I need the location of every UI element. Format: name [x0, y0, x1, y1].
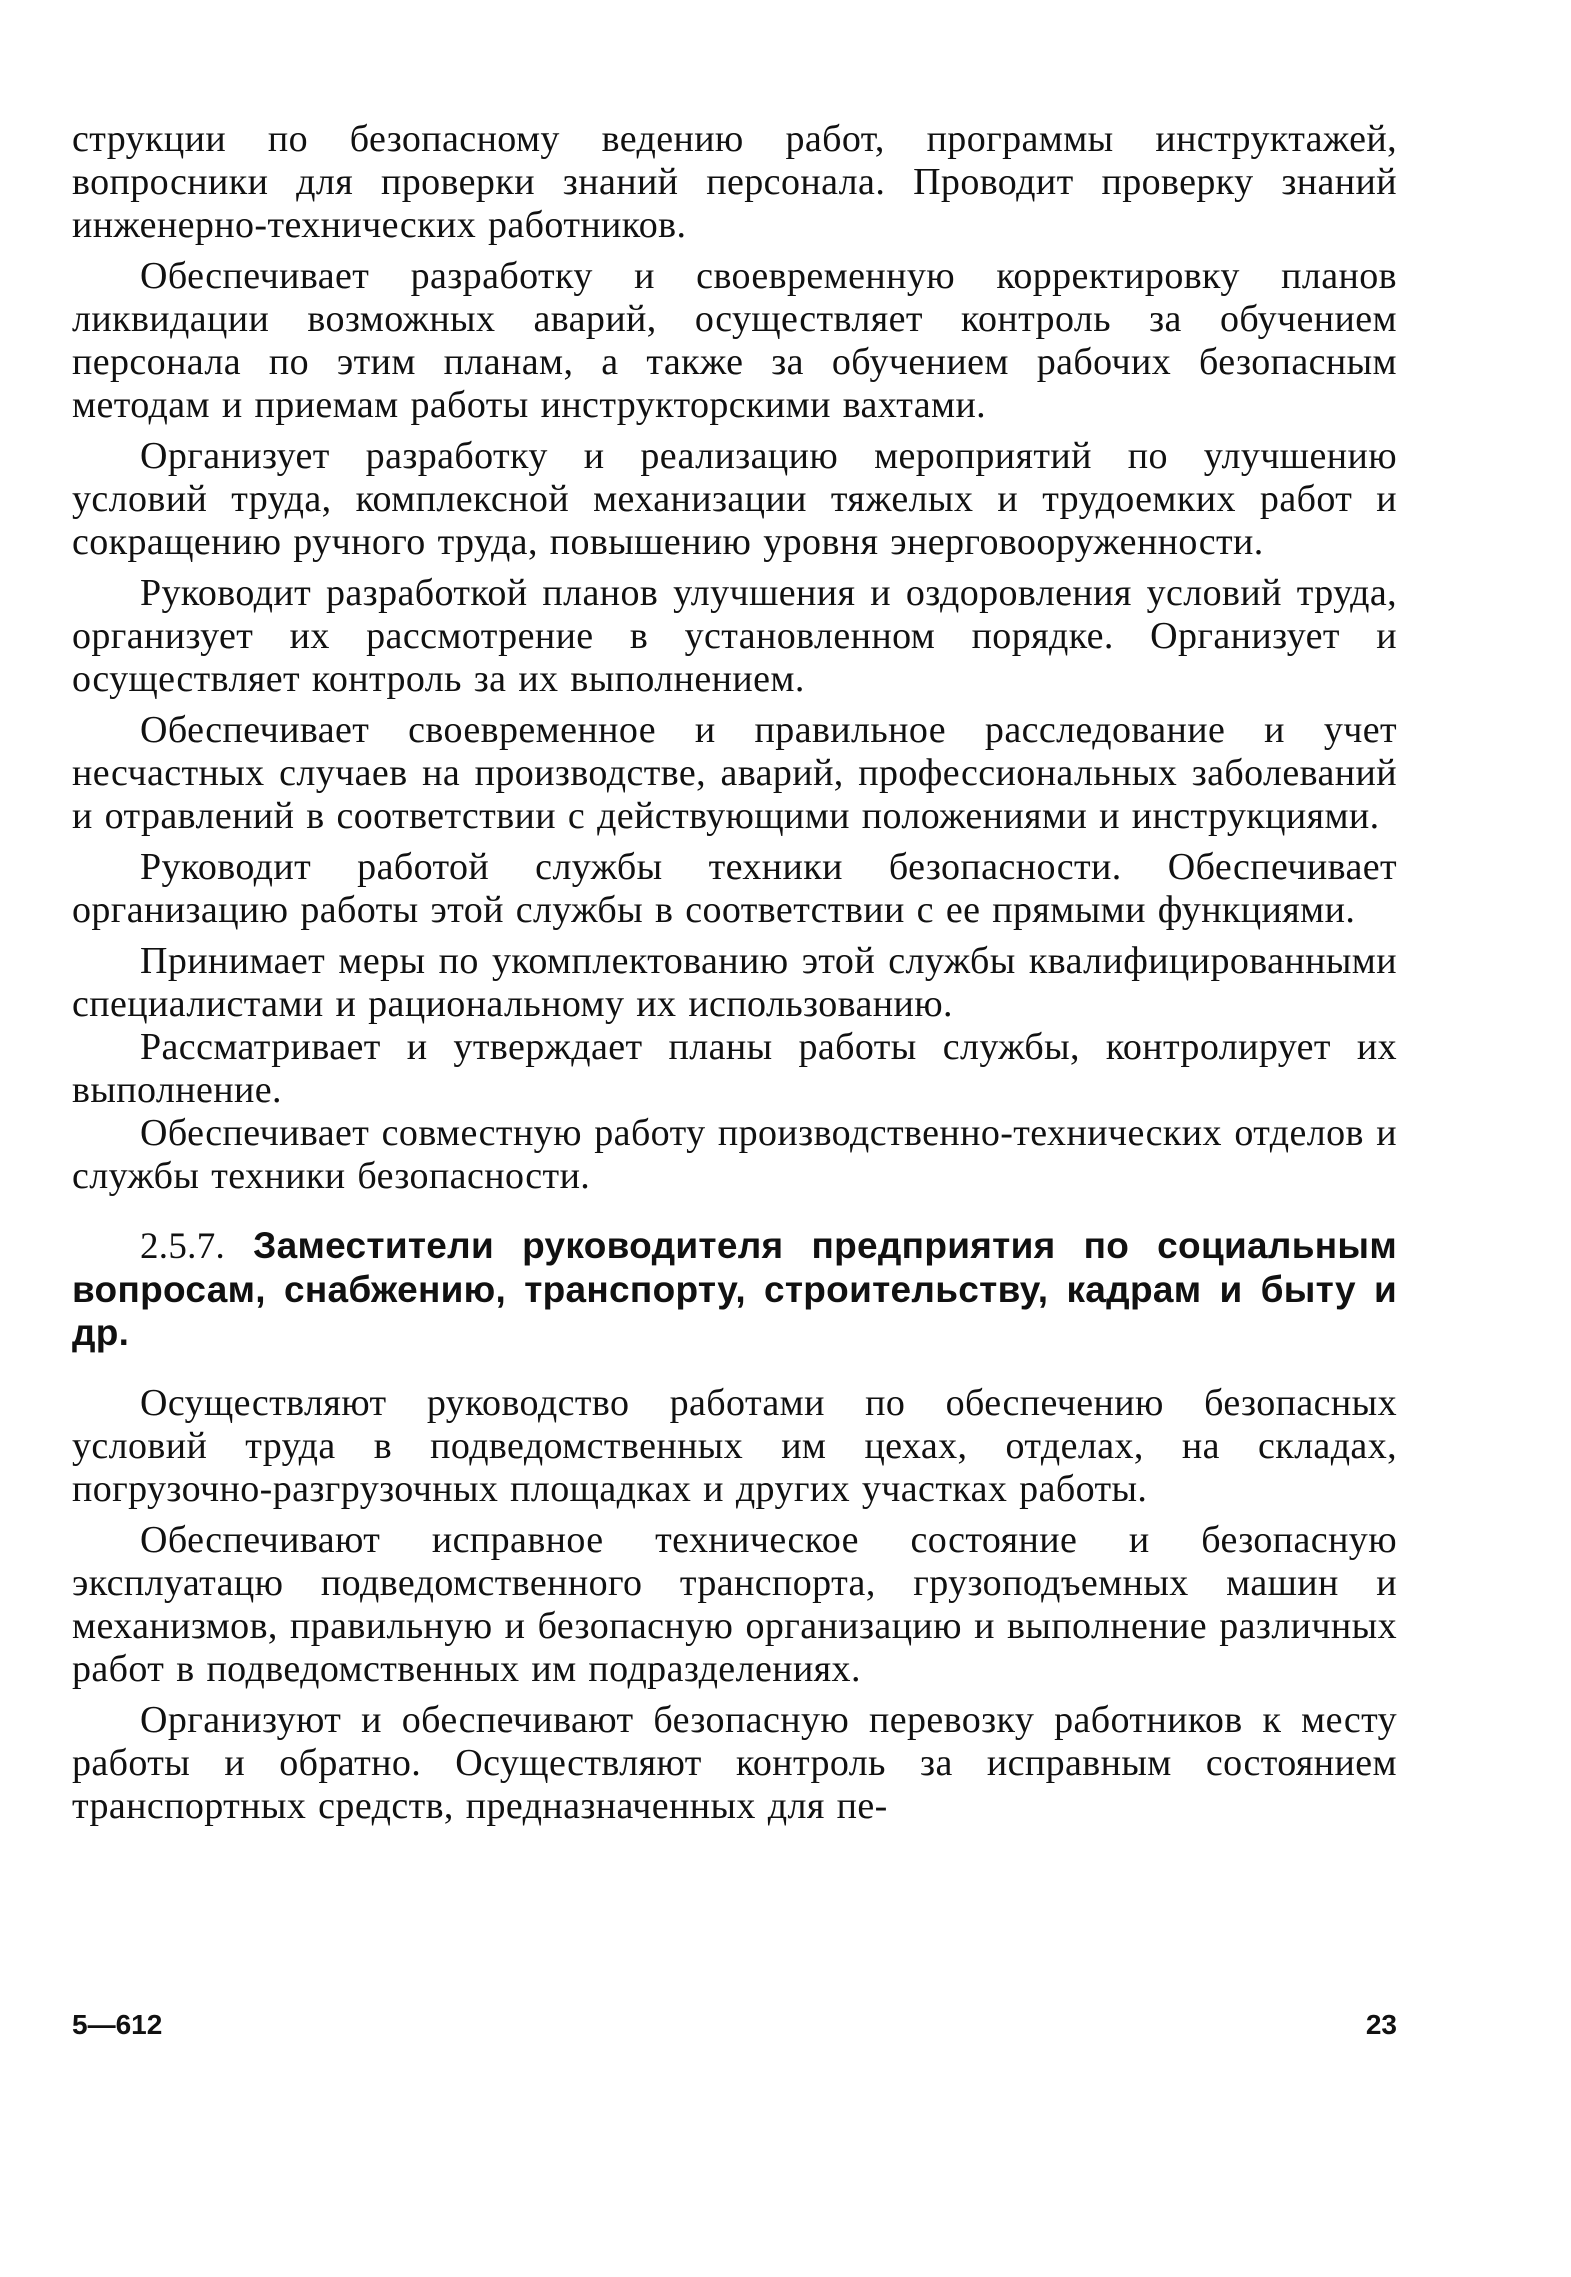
paragraph-staffing: Принимает меры по укомплектованию этой службы квалифицированными специалистами и рациональному их использованию.: [72, 940, 1397, 1025]
paragraph-transport-state: Обеспечивают исправное техническое состояние и безопасную эксплуатацю подведомственного транспорта, грузоподъемных машин и механизмов, правильную и безопасную организацию и выполнение различных работ в подведомственных им подразделениях.: [72, 1519, 1397, 1690]
paragraph-working-conditions: Организует разработку и реализацию мероприятий по улучшению условий труда, комплексной механизации тяжелых и трудоемких работ и сокращению ручного труда, повышению уровня энерговооруженности.: [72, 435, 1397, 563]
page-number: 23: [1365, 2009, 1397, 2040]
paragraph-safety-service: Руководит работой службы техники безопасности. Обеспечивает организацию работы этой службы в соответствии с ее прямыми функциями.: [72, 846, 1397, 931]
page-footer: [72, 2009, 1397, 2049]
paragraph-improvement-plans: Руководит разработкой планов улучшения и оздоровления условий труда, организует их рассмотрение в установленном порядке. Организует и осуществляет контроль за их выполнением.: [72, 572, 1397, 700]
page-body: [72, 118, 1397, 1828]
printer-signature: 5—612: [72, 2009, 163, 2040]
paragraph-work-plans: Рассматривает и утверждает планы работы службы, контролирует их выполнение.: [72, 1026, 1397, 1111]
paragraph-accident-plans: Обеспечивает разработку и своевременную корректировку планов ликвидации возможных аварий, осуществляет контроль за обучением персонала по этим планам, а также за обучением рабочих безопасным методам и приемам работы инструкторскими вахтами.: [72, 255, 1397, 426]
paragraph-safe-conditions: Осуществляют руководство работами по обеспечению безопасных условий труда в подведомственных им цехах, отделах, на складах, погрузочно-разгрузочных площадках и других участках работы.: [72, 1382, 1397, 1510]
paragraph-worker-transport: Организуют и обеспечивают безопасную перевозку работников к месту работы и обратно. Осуществляют контроль за исправным состоянием транспортных средств, предназначенных для пе-: [72, 1699, 1397, 1827]
paragraph-joint-work: Обеспечивает совместную работу производственно-технических отделов и службы техники безопасности.: [72, 1112, 1397, 1197]
section-heading: [72, 1224, 1397, 1354]
section-title: Заместители руководителя предприятия по социальным вопросам, снабжению, транспорту, строительству, кадрам и быту и др.: [72, 1225, 1397, 1353]
paragraph-instructions-continued: струкции по безопасному ведению работ, программы инструктажей, вопросники для проверки знаний персонала. Проводит проверку знаний инженерно-технических работников.: [72, 118, 1397, 246]
paragraph-accident-investigation: Обеспечивает своевременное и правильное расследование и учет несчастных случаев на производстве, аварий, профессиональных заболеваний и отравлений в соответствии с действующими положениями и инструкциями.: [72, 709, 1397, 837]
section-number: 2.5.7.: [140, 1226, 226, 1267]
